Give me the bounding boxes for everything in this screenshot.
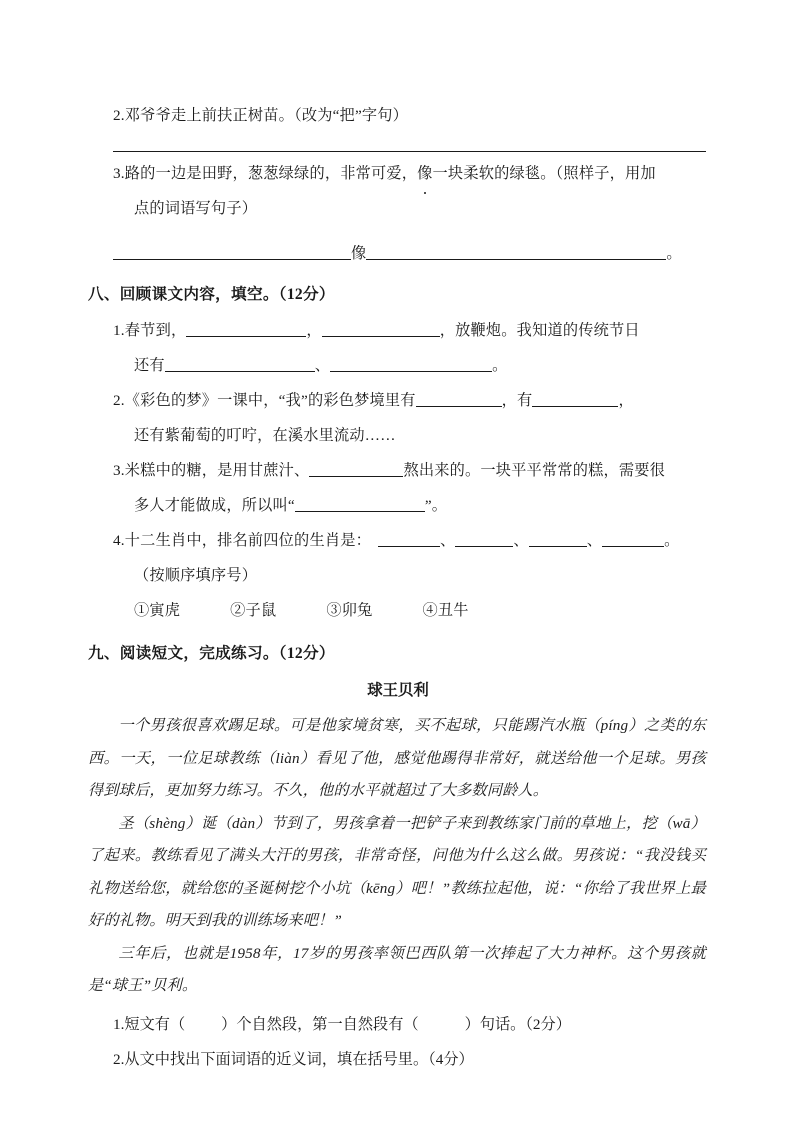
question-2-text: 从文中找出下面词语的近义词，填在括号里。（4分）	[124, 1050, 474, 1068]
passage-title-label: 球王贝利	[367, 682, 429, 699]
item-3-text-d: ”。	[424, 497, 448, 514]
zodiac-option-4[interactable]: ④丑牛	[422, 602, 469, 619]
item-2-text-d: 还有紫葡萄的叮咛，在溪水里流动……	[134, 427, 396, 444]
question-3-text-line2: 点的词语写句子）	[134, 200, 258, 217]
question-3-prompt	[88, 156, 708, 191]
item-3-blank-2[interactable]	[295, 495, 425, 512]
emphasis-dot-char	[417, 156, 432, 191]
item-1-text-a: 春节到，	[124, 322, 187, 339]
item-2-text-a: 《彩色的梦》一课中，“我”的彩色梦境里有	[124, 392, 416, 409]
answer-end-punct: 。	[666, 245, 682, 262]
item-1-blank-2[interactable]	[322, 320, 440, 337]
passage-paragraph-3: 三年后，也就是1958年，17岁的男孩率领巴西队第一次捧起了大力神杯。这个男孩就是“球王”贝利。	[88, 944, 706, 994]
passage-paragraph-2: 圣（shèng）诞（dàn）节到了，男孩拿着一把铲子来到教练家门前的草地上，挖（wā）了起来。教练看见了满头大汗的男孩，非常奇怪，问他为什么这么做。男孩说：“我没钱买礼物送给您，就给您的圣诞树挖个小坑（kēng）吧！”教练拉起他，说：“你给了我世界上最好的礼物。明天到我的训练场来吧！”	[88, 814, 706, 929]
item-4-blank-2[interactable]	[455, 530, 513, 547]
passage-question-1	[88, 1007, 708, 1042]
section-9-heading-label: 九、阅读短文，完成练习。（12分）	[88, 645, 335, 662]
reading-passage	[88, 710, 706, 1003]
item-4-blank-1[interactable]	[378, 530, 440, 547]
section8-item-2-line2	[88, 418, 708, 453]
item-1-text-f: 。	[492, 357, 508, 374]
answer-rule-1[interactable]	[88, 151, 708, 152]
question-1-text-c: ）句话。（2分）	[464, 1015, 571, 1033]
item-4-sep-1: 、	[440, 532, 456, 549]
section8-item-2-line1	[88, 383, 708, 418]
emphasis-char-label: 像	[417, 165, 433, 182]
section8-item-1-line1	[88, 313, 708, 348]
item-3-blank-1[interactable]	[309, 460, 403, 477]
section8-item-3-line2	[88, 488, 708, 523]
section8-item-4-options	[88, 593, 708, 628]
question-number: 2.	[113, 1050, 125, 1068]
answer-blank-right[interactable]	[366, 243, 666, 260]
passage-title	[88, 674, 708, 708]
page-content	[88, 98, 708, 1077]
question-1-text-b: ）个自然段，第一自然段有（	[221, 1015, 419, 1033]
item-4-blank-4[interactable]	[602, 530, 664, 547]
item-2-text-c: ，	[618, 392, 634, 409]
item-4-note: （按顺序填序号）	[134, 567, 258, 584]
section8-item-3-line1	[88, 453, 708, 488]
item-number: 4.	[113, 532, 125, 549]
item-4-text-a: 十二生肖中，排名前四位的生肖是：	[124, 532, 371, 549]
passage-paragraph-1: 一个男孩很喜欢踢足球。可是他家境贫寒，买不起球，只能踢汽水瓶（píng）之类的东西。一天，一位足球教练（liàn）看见了他，感觉他踢得非常好，就送给他一个足球。男孩得到球后，更加努力练习。不久，他的水平就超过了大多数同龄人。	[88, 717, 706, 799]
item-4-sep-2: 、	[513, 532, 529, 549]
zodiac-option-1[interactable]: ①寅虎	[134, 602, 181, 619]
item-1-blank-3[interactable]	[165, 355, 315, 372]
spacer-answer-area-2	[88, 226, 708, 236]
answer-blank-left[interactable]	[113, 243, 351, 260]
answer-like-word-label: 像	[351, 245, 367, 262]
zodiac-option-3[interactable]: ③卯兔	[326, 602, 373, 619]
section8-item-4-line1	[88, 523, 708, 558]
item-3-text-a: 米糕中的糖，是用甘蔗汁、	[124, 462, 310, 479]
item-1-text-e: 、	[314, 357, 331, 374]
item-3-text-c: 多人才能做成，所以叫“	[134, 497, 295, 514]
section-8-heading-label: 八、回顾课文内容，填空。（12分）	[88, 286, 335, 303]
answer-rule-2-row	[88, 236, 708, 271]
section-8-heading	[88, 277, 708, 313]
item-1-text-b: ，	[306, 322, 322, 339]
question-3-prompt-line2	[88, 191, 708, 226]
question-3-text-part2: 一块柔软的绿毯。（照样子，用加	[432, 165, 656, 182]
item-number: 3.	[113, 462, 125, 479]
question-1-text-a: 短文有（	[124, 1015, 186, 1033]
question-3-text-part1: 3.路的一边是田野，葱葱绿绿的，非常可爱，	[113, 165, 418, 182]
item-2-blank-1[interactable]	[416, 390, 502, 407]
section-9-heading	[88, 636, 708, 672]
item-2-text-b: ，有	[501, 392, 533, 409]
question-2-text: 2.邓爷爷走上前扶正树苗。（改为“把”字句）	[113, 107, 409, 124]
section8-item-1-line2	[88, 348, 708, 383]
item-4-end-punct: 。	[664, 532, 680, 549]
item-1-text-c: ，放鞭炮。我知道的传统节日	[439, 322, 640, 339]
answer-line[interactable]	[113, 151, 706, 152]
item-3-text-b: 熬出来的。一块平平常常的糕，需要很	[403, 462, 666, 479]
item-1-blank-1[interactable]	[186, 320, 306, 337]
question-number: 1.	[113, 1015, 125, 1033]
item-1-blank-4[interactable]	[330, 355, 492, 372]
item-1-text-d: 还有	[134, 357, 165, 374]
item-2-blank-2[interactable]	[532, 390, 618, 407]
spacer-answer-area-1	[88, 133, 708, 151]
item-4-sep-3: 、	[586, 532, 603, 549]
zodiac-option-2[interactable]: ②子鼠	[230, 602, 277, 619]
item-4-blank-3[interactable]	[529, 530, 587, 547]
item-number: 2.	[113, 392, 125, 409]
question-2-prompt	[88, 98, 708, 133]
section8-item-4-line2	[88, 558, 708, 593]
item-number: 1.	[113, 322, 125, 339]
passage-question-2	[88, 1042, 708, 1077]
